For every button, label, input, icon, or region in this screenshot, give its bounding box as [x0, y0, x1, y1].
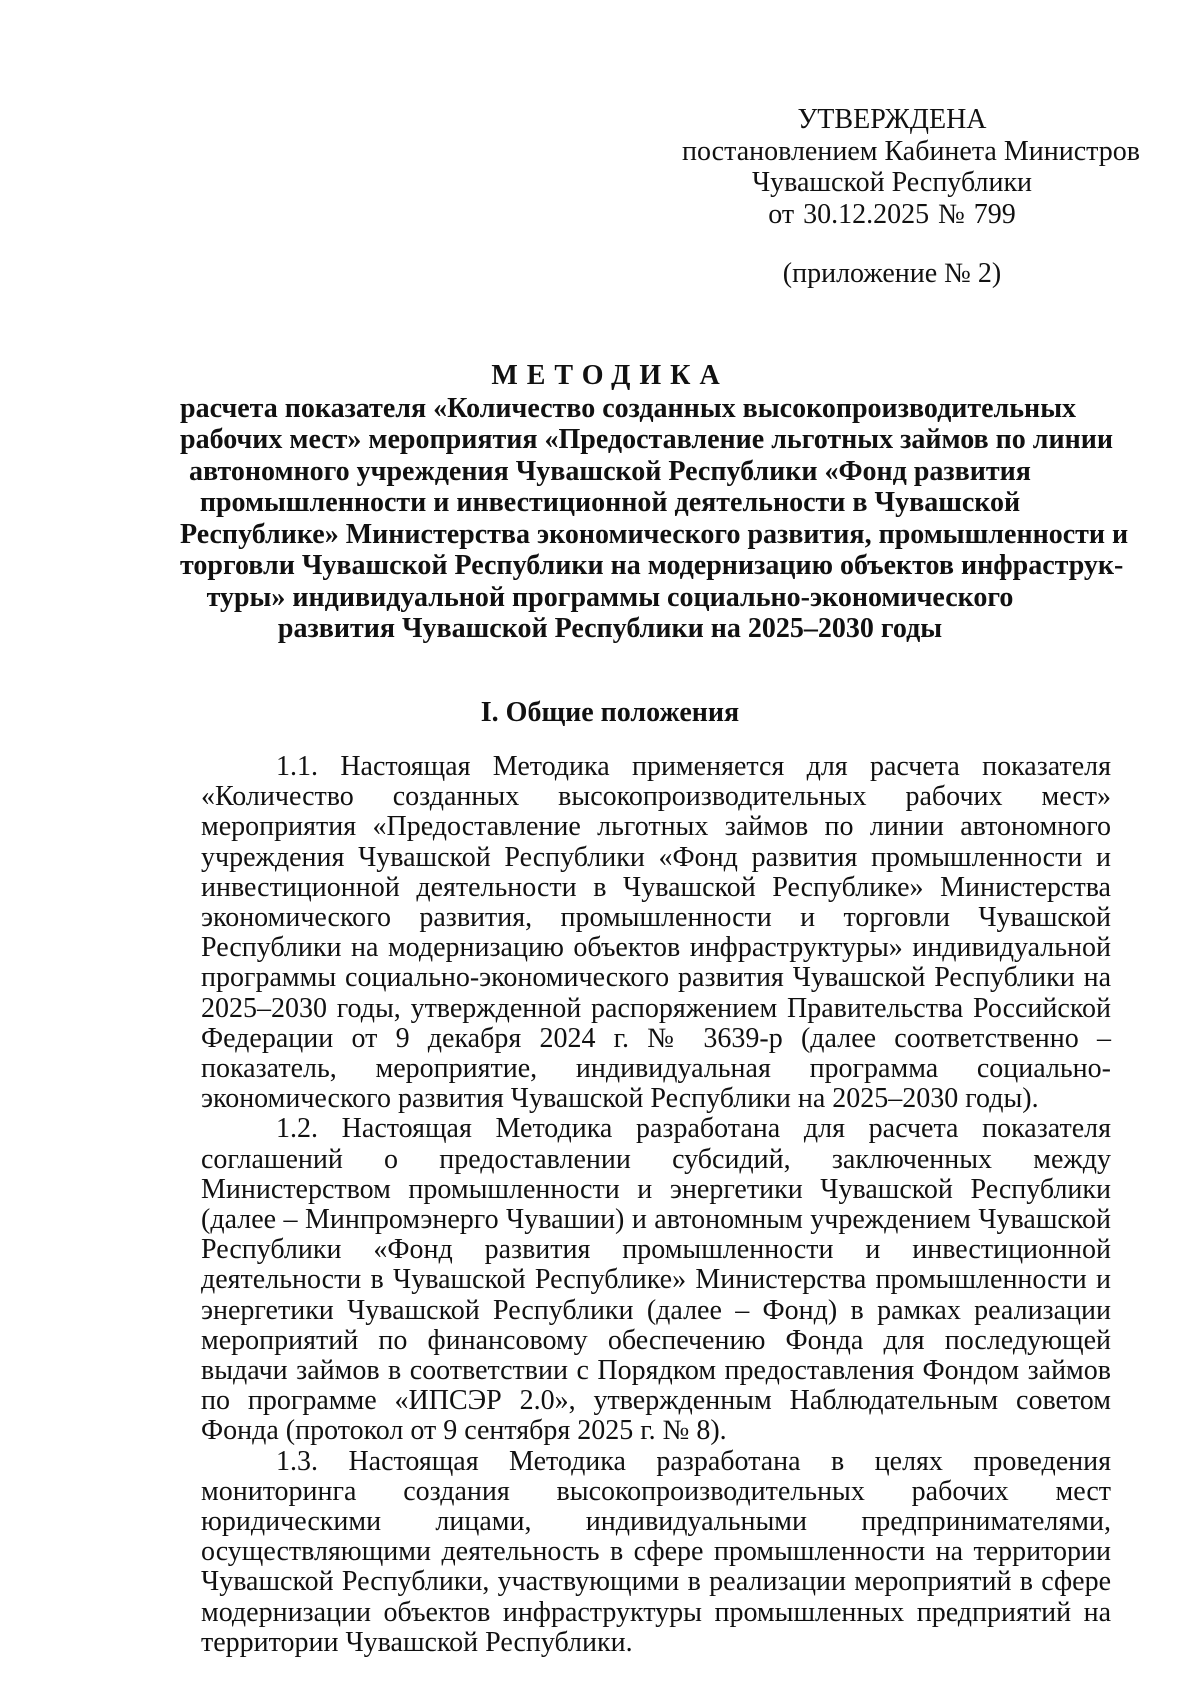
document-subtitle: [180, 392, 1129, 645]
subtitle-line: торговли Чувашской Республики на модернизацию объектов инфраструк-: [180, 550, 1124, 581]
subtitle-line: автономного учреждения Чувашской Республики «Фонд развития: [189, 455, 1031, 487]
approval-block: [682, 104, 1140, 290]
subtitle-line: рабочих мест» мероприятия «Предоставление льготных займов по линии: [180, 424, 1113, 455]
subtitle-line: туры» индивидуальной программы социально-экономического: [206, 581, 1014, 613]
approval-status: УТВЕРЖДЕНА: [797, 104, 987, 135]
paragraph-1-2: 1.2. Настоящая Методика разработана для расчета показателя соглашений о предоставлении субсидий, заключенных между Министерством промышленности и энергетики Чувашской Республики (далее – Минпромэнерго Чувашии) и автономным учреждением Чувашской Республики «Фонд развития промышленности и инвестиционной деятельности в Чувашской Республике» Министерства промышленности и энергетики Чувашской Республики (далее – Фонд) в рамках реализации мероприятий по финансовому обеспечению Фонда для последующей выдачи займов в соответствии с Порядком предоставления Фондом займов по программе «ИПСЭР 2.0», утвержденным Наблюдательным советом Фонда (протокол от 9 сентября 2025 г. № 8).: [201, 1113, 1111, 1447]
document-title-block: [180, 360, 1129, 645]
section-heading: I. Общие положения: [480, 697, 740, 728]
appendix-label: (приложение № 2): [782, 258, 1002, 289]
approval-date-number: от 30.12.2025 № 799: [768, 198, 1016, 230]
approval-issuer: постановлением Кабинета Министров: [682, 135, 1140, 167]
approval-issuer-region: Чувашской Республики: [751, 167, 1033, 198]
paragraph-1-3: 1.3. Настоящая Методика разработана в целях проведения мониторинга создания высокопроизводительных рабочих мест юридическими лицами, индивидуальными предпринимателями, осуществляющими деятельность в сфере промышленности на территории Чувашской Республики, участвующими в реализации мероприятий в сфере модернизации объектов инфраструктуры промышленных предприятий на территории Чувашской Республики.: [201, 1445, 1111, 1658]
subtitle-line: Республике» Министерства экономического развития, промышленности и: [180, 518, 1129, 550]
subtitle-line: расчета показателя «Количество созданных высокопроизводительных: [180, 392, 1077, 424]
paragraph-1-1: 1.1. Настоящая Методика применяется для расчета показателя «Количество созданных высокопроизводительных рабочих мест» мероприятия «Предоставление льготных займов по линии автономного учреждения Чувашской Республики «Фонд развития промышленности и инвестиционной деятельности в Чувашской Республике» Министерства экономического развития, промышленности и торговли Чувашской Республики на модернизацию объектов инфраструктуры» индивидуальной программы социально-экономического развития Чувашской Республики на 2025–2030 годы, утвержденной распоряжением Правительства Российской Федерации от 9 декабря 2024 г. № 3639-р (далее соответственно – показатель, мероприятие, индивидуальная программа социально-экономического развития Чувашской Республики на 2025–2030 годы).: [201, 751, 1111, 1115]
document-title: МЕТОДИКА: [491, 360, 729, 391]
document-body: [201, 752, 1111, 1658]
subtitle-line: развития Чувашской Республики на 2025–2030 годы: [277, 613, 943, 644]
subtitle-line: промышленности и инвестиционной деятельности в Чувашской: [199, 487, 1021, 518]
